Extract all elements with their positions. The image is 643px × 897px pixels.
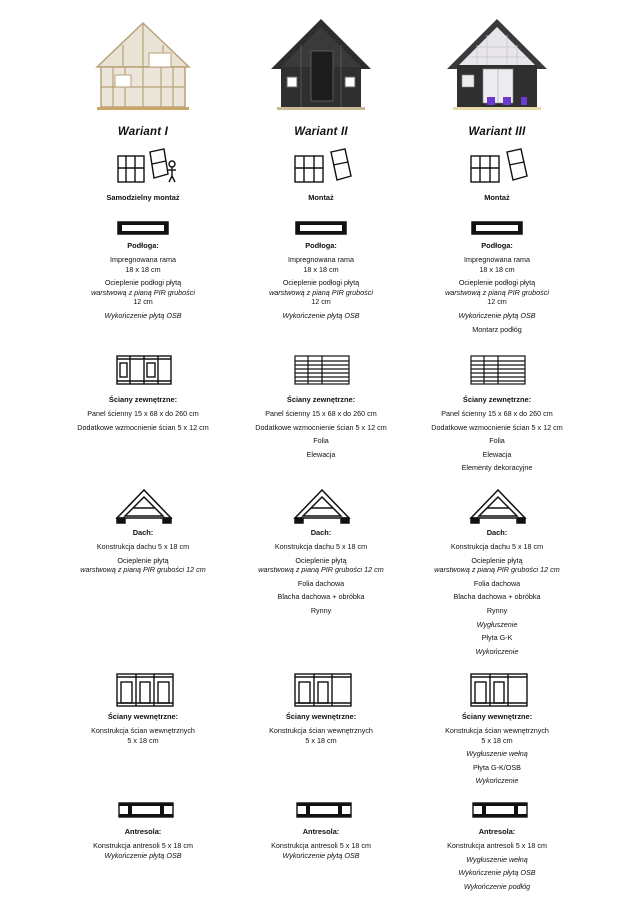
interior-walls-title: Ściany wewnętrzne: [107,712,179,721]
roof-details [43,542,243,579]
floor-line: Wykończenie płytą OSB [458,310,536,320]
floor-line: Montarz podłóg [472,324,522,334]
exterior-wall-icon [116,355,172,385]
walls-line: Folia [313,436,329,446]
mezzanine-title: Antresola: [478,827,516,836]
roof-line: Konstrukcja dachu 5 x 18 cm [96,542,190,551]
floor-line: 18 x 18 cm [125,264,161,274]
house-clad-image [271,15,371,111]
roof-line: Ocieplenie płytą [117,555,169,565]
mezz-line: Konstrukcja antresoli 5 x 18 cm [93,841,193,850]
floor-icon [117,221,169,235]
roof-line: warstwową z pianą PIR grubości 12 cm [434,565,560,575]
roof-line: Rynny [310,605,332,615]
mezzanine-title: Antresola: [302,827,340,836]
exterior-walls-title: Ściany zewnętrzne: [108,395,178,404]
interior-wall-icon [116,673,174,707]
mezzanine-icon [296,802,352,818]
inner-line: Konstrukcja ścian wewnętrznych [445,726,549,735]
floor-line: Wykończenie płytą OSB [104,310,182,320]
house-frame-image [93,15,193,111]
walls-line: Dodatkowe wzmocnienie ścian 5 x 12 cm [255,422,387,432]
interior-walls-title: Ściany wewnętrzne: [461,712,533,721]
roof-title: Dach: [310,528,332,537]
mezzanine-details [221,841,421,864]
mezz-line: Wykończenie płytą OSB [458,868,536,878]
roof-line: Rynny [486,605,508,615]
assembly-icon [469,148,531,184]
roof-title: Dach: [132,528,154,537]
mezz-line: Wygłuszenie wełną [466,854,528,864]
floor-line: warstwową z pianą PIR grubości [269,287,373,297]
roof-line: Folia dachowa [297,578,345,588]
exterior-walls-details [221,409,421,463]
interior-walls-details [43,726,243,749]
floor-details [43,255,243,325]
roof-icon [469,488,527,524]
walls-line: Elewacja [306,449,336,459]
roof-line: Blacha dachowa + obróbka [453,592,541,602]
assembly-icon [293,148,355,184]
roof-line: Konstrukcja dachu 5 x 18 cm [274,542,368,551]
floor-line: Impregnowana rama [288,255,354,264]
mezz-line: Wykończenie płytą OSB [282,850,360,860]
roof-line: Wykończenie [475,646,519,656]
roof-line: Blacha dachowa + obróbka [277,592,365,602]
mezzanine-details [43,841,243,864]
floor-line: warstwową z pianą PIR grubości [91,287,195,297]
assembly-label: Samodzielny montaż [106,193,180,202]
roof-icon [293,488,351,524]
floor-details [397,255,597,338]
inner-line: Wygłuszenie wełną [466,749,528,759]
interior-walls-details [397,726,597,790]
inner-line: 5 x 18 cm [305,735,337,745]
walls-line: Panel ścienny 15 x 68 x do 260 cm [441,409,553,418]
mezz-line: Wykończenie płytą OSB [104,850,182,860]
inner-line: 5 x 18 cm [127,735,159,745]
interior-wall-icon [294,673,352,707]
inner-line: Konstrukcja ścian wewnętrznych [269,726,373,735]
walls-line: Folia [489,436,505,446]
inner-line: 5 x 18 cm [481,735,513,745]
inner-line: Konstrukcja ścian wewnętrznych [91,726,195,735]
exterior-wall-cladding-icon [470,355,526,385]
exterior-walls-details [397,409,597,477]
inner-line: Płyta G-K/OSB [473,762,521,772]
exterior-walls-title: Ściany zewnętrzne: [462,395,532,404]
floor-icon [295,221,347,235]
mezz-line: Wykończenie podłóg [463,881,531,891]
mezzanine-details [397,841,597,895]
floor-line: 12 cm [487,297,507,307]
floor-line: Ocieplenie podłogi płytą [458,278,536,288]
variant-title: Wariant II [294,126,348,138]
interior-walls-title: Ściany wewnętrzne: [285,712,357,721]
inner-line: Wykończenie [475,776,519,786]
floor-line: 18 x 18 cm [303,264,339,274]
walls-line: Dodatkowe wzmocnienie ścian 5 x 12 cm [77,422,209,432]
floor-title: Podłoga: [305,241,337,250]
roof-line: Wygłuszenie [476,619,518,629]
assembly-label: Montaż [308,193,334,202]
floor-line: 12 cm [133,297,153,307]
floor-title: Podłoga: [127,241,159,250]
mezzanine-title: Antresola: [124,827,162,836]
walls-line: Elewacja [482,449,512,459]
self-assembly-icon [116,148,180,184]
walls-line: Elementy dekoracyjne [461,463,533,473]
exterior-walls-details [43,409,243,436]
mezzanine-icon [118,802,174,818]
floor-line: 12 cm [311,297,331,307]
roof-line: Folia dachowa [473,578,521,588]
variant-title: Wariant III [468,126,526,138]
walls-line: Panel ścienny 15 x 68 x do 260 cm [265,409,377,418]
roof-line: warstwową z pianą PIR grubości 12 cm [80,565,206,575]
floor-line: Ocieplenie podłogi płytą [104,278,182,288]
roof-line: warstwową z pianą PIR grubości 12 cm [258,565,384,575]
interior-wall-icon [470,673,528,707]
roof-line: Płyta G-K [481,633,513,643]
roof-line: Ocieplenie płytą [295,555,347,565]
exterior-walls-title: Ściany zewnętrzne: [286,395,356,404]
interior-walls-details [221,726,421,749]
mezz-line: Konstrukcja antresoli 5 x 18 cm [447,841,547,850]
roof-details [221,542,421,620]
walls-line: Dodatkowe wzmocnienie ścian 5 x 12 cm [431,422,563,432]
floor-details [221,255,421,325]
mezz-line: Konstrukcja antresoli 5 x 18 cm [271,841,371,850]
walls-line: Panel ścienny 15 x 68 x do 260 cm [87,409,199,418]
assembly-label: Montaż [484,193,510,202]
roof-details [397,542,597,660]
roof-line: Ocieplenie płytą [471,555,523,565]
floor-line: warstwową z pianą PIR grubości [445,287,549,297]
roof-icon [115,488,173,524]
floor-line: Impregnowana rama [110,255,176,264]
roof-line: Konstrukcja dachu 5 x 18 cm [450,542,544,551]
roof-title: Dach: [486,528,508,537]
floor-line: Impregnowana rama [464,255,530,264]
variant-title: Wariant I [117,126,169,138]
house-finished-image [447,15,547,111]
exterior-wall-cladding-icon [294,355,350,385]
mezzanine-icon [472,802,528,818]
floor-line: Ocieplenie podłogi płytą [282,278,360,288]
floor-line: 18 x 18 cm [479,264,515,274]
floor-title: Podłoga: [481,241,513,250]
floor-line: Wykończenie płytą OSB [282,310,360,320]
floor-icon [471,221,523,235]
